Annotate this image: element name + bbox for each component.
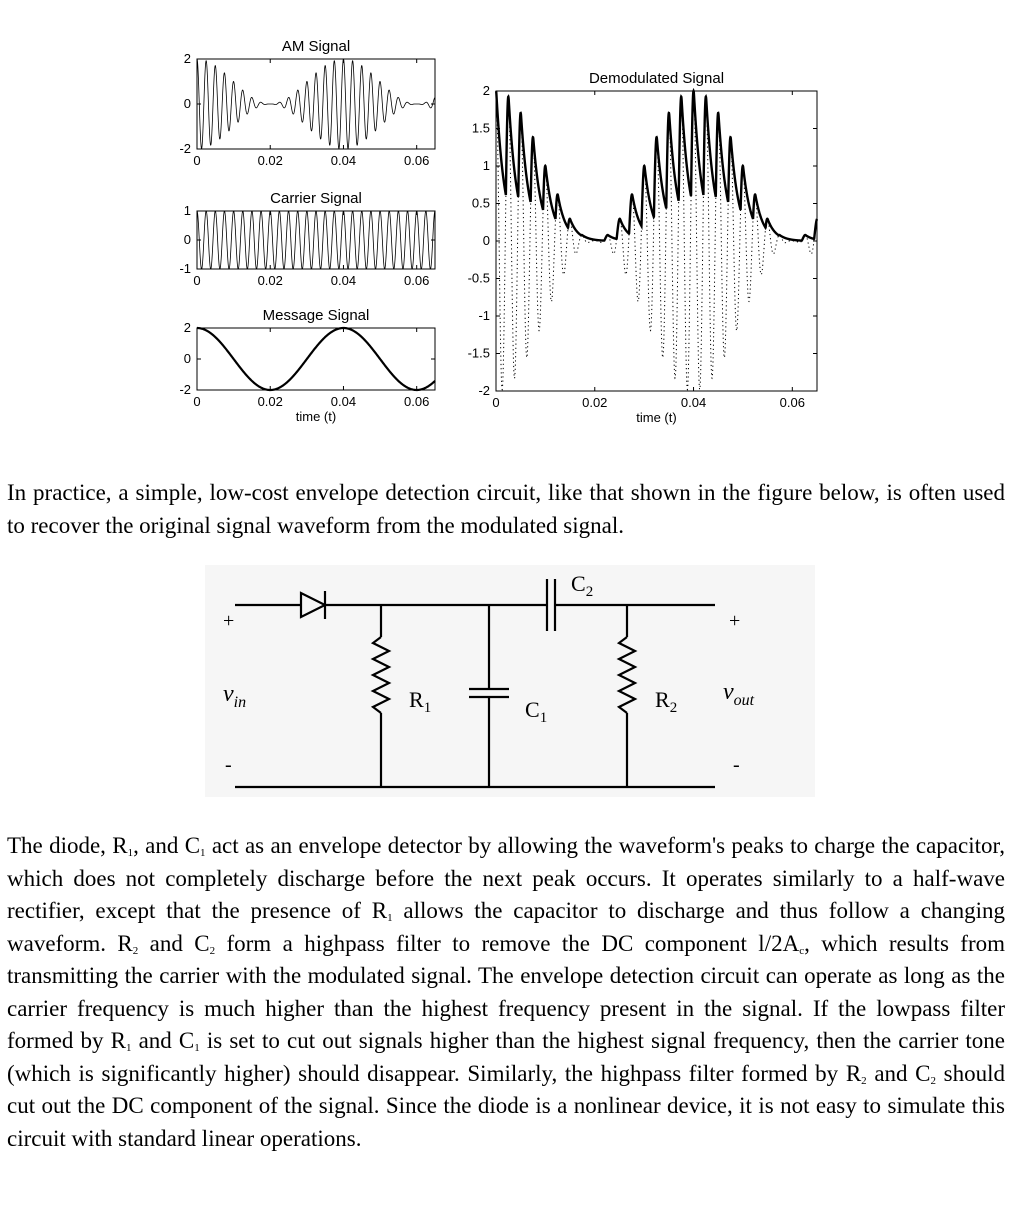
envelope-detector-circuit	[205, 565, 815, 797]
y-tick-label: 2	[482, 83, 490, 98]
x-tick-label: 0.02	[257, 273, 283, 288]
y-tick-label: 2	[183, 320, 191, 335]
r2-label: $R_2$	[655, 687, 678, 716]
x-tick-label: 0.06	[404, 394, 430, 409]
y-tick-label: 1.5	[471, 120, 490, 136]
signal-figure	[0, 0, 1018, 440]
message-signal-plot	[179, 307, 435, 424]
am-series-line	[197, 59, 435, 149]
demodulated-signal-plot	[468, 70, 817, 425]
y-tick-label: 0	[183, 351, 191, 366]
x-axis-label: time (t)	[295, 409, 337, 424]
y-tick-label: -1	[179, 261, 191, 276]
x-axis-label: time (t)	[636, 410, 677, 425]
x-tick-label: 0	[492, 395, 500, 410]
x-tick-label: 0	[193, 273, 201, 288]
paragraph-explanation: The diode, $R_1$, and $C_1$ act as an envelope detector by allowing the waveform's peaks to charge the capacitor, which does not completely discharge before the next peak occurs. It operates similarly to a half-wave rectifier, except that the presence of $R_1$ allows the capacitor to discharge and thus follow a changing waveform. $R_2$ and $C_2$ form a highpass filter to remove the DC component $l/2A_c$, which results from transmitting the carrier with the modulated signal. The envelope detection circuit can operate as long as the carrier frequency is much higher than the highest frequency present in the signal. If the lowpass filter formed by $R_1$ and $C_1$ is set to cut out signals higher than the highest signal frequency, then the carrier tone (which is significantly higher) should disappear. Similarly, the highpass filter formed by $R_2$ and $C_2$ should cut out the DC component of the signal. Since the diode is a nonlinear device, it is not easy to simulate this circuit with standard linear operations.	[7, 833, 1006, 1151]
plot-title: AM Signal	[281, 38, 351, 55]
y-tick-label: -1.5	[467, 345, 490, 361]
x-tick-label: 0.06	[404, 153, 430, 168]
y-tick-label: -1	[478, 308, 490, 323]
am-signal-plot	[179, 38, 435, 168]
y-tick-label: 0	[482, 233, 490, 248]
vout-plus-sign: +	[729, 610, 741, 632]
vout-label: $v_{out}$	[723, 679, 755, 709]
paragraph-intro: In practice, a simple, low-cost envelope detection circuit, like that shown in the figure below, is often used to recover the original signal waveform from the modulated signal.	[7, 480, 1005, 538]
x-tick-label: 0	[193, 394, 201, 409]
carrier-signal-plot	[179, 190, 435, 288]
carrier-series-line	[197, 211, 435, 269]
y-tick-label: 1	[183, 203, 191, 218]
x-tick-label: 0	[193, 153, 201, 168]
y-tick-label: -0.5	[467, 270, 490, 286]
vout-minus-sign: -	[733, 754, 740, 776]
plot-title: Carrier Signal	[270, 190, 362, 207]
y-tick-label: 0	[183, 96, 191, 111]
y-tick-label: 1	[482, 158, 490, 173]
plot-title: Message Signal	[262, 307, 370, 324]
x-tick-label: 0.04	[330, 273, 357, 288]
x-tick-label: 0.04	[330, 153, 357, 168]
x-tick-label: 0.04	[330, 394, 357, 409]
y-tick-label: 2	[183, 51, 191, 66]
plot-title: Demodulated Signal	[588, 70, 725, 87]
y-tick-label: 0	[183, 232, 191, 247]
x-tick-label: 0.02	[582, 395, 608, 410]
x-tick-label: 0.02	[257, 394, 283, 409]
x-tick-label: 0.04	[680, 395, 707, 410]
y-tick-label: 0.5	[471, 195, 490, 211]
c2-label: $C_2$	[571, 571, 594, 600]
vin-minus-sign: -	[225, 754, 232, 776]
r1-label: $R_1$	[409, 687, 432, 716]
x-tick-label: 0.02	[257, 153, 283, 168]
vin-label: $v_{in}$	[223, 681, 247, 711]
c1-label: $C_1$	[525, 697, 548, 726]
y-tick-label: -2	[179, 382, 191, 397]
am-dotted-series-line	[496, 91, 817, 390]
y-tick-label: -2	[478, 383, 490, 398]
x-tick-label: 0.06	[404, 273, 430, 288]
envelope-series-line	[496, 91, 817, 241]
y-tick-label: -2	[179, 141, 191, 156]
x-tick-label: 0.06	[779, 395, 805, 410]
message-series-line	[197, 328, 435, 390]
vin-plus-sign: +	[223, 610, 235, 632]
